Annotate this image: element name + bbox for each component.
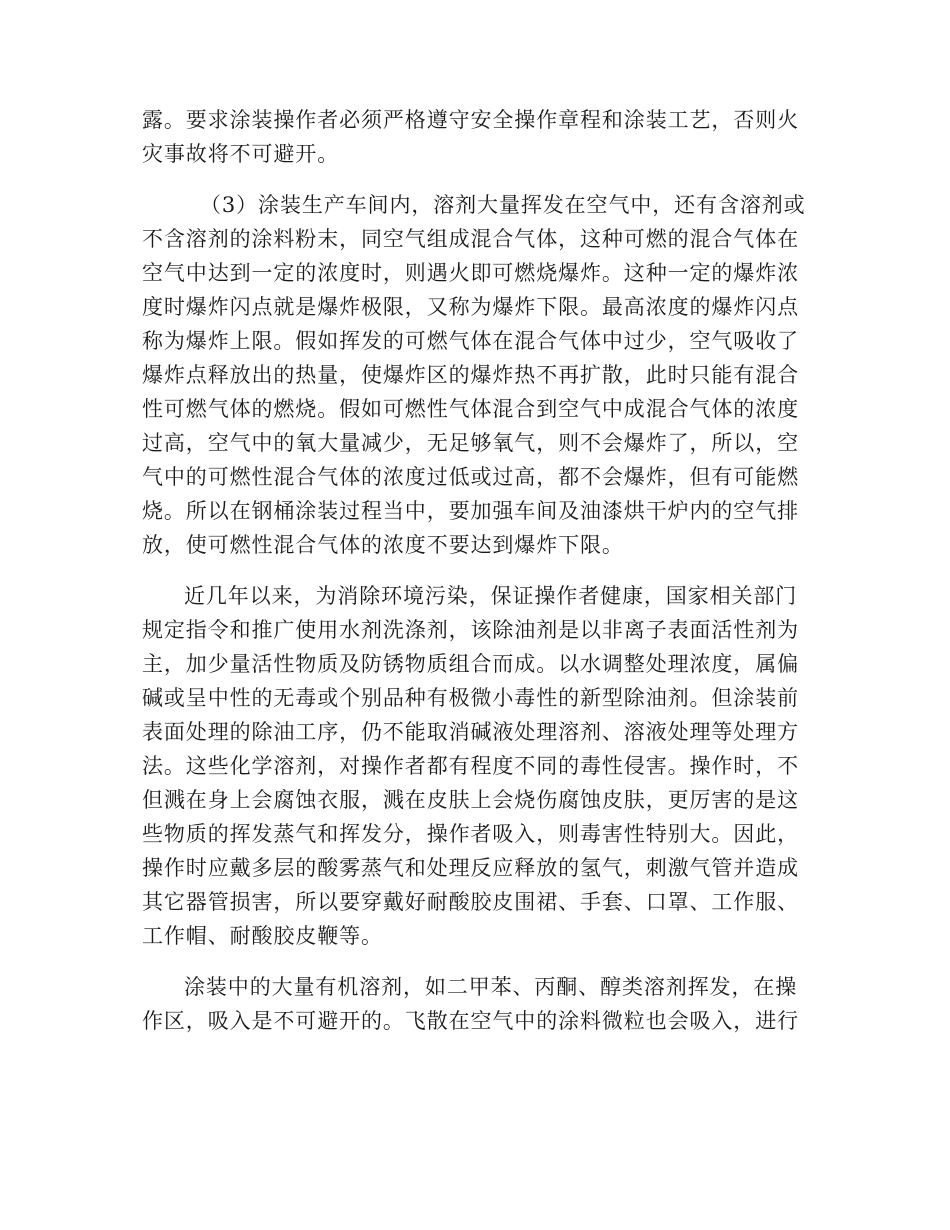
text-line: 工作帽、耐酸胶皮鞭等。 [142,924,383,948]
text-line: 些物质的挥发蒸气和挥发分，操作者吸入，则毒害性特别大。因此， [142,822,799,846]
text-line: 碱或呈中性的无毒或个别品种有极微小毒性的新型除油剂。但涂装前 [142,686,799,710]
text-line: 近几年以来，为消除环境污染，保证操作者健康，国家相关部门 [184,584,798,608]
text-line: 灾事故将不可避开。 [142,142,340,166]
text-line: 性可燃气体的燃烧。假如可燃性气体混合到空气中成混合气体的浓度 [142,397,799,421]
text-line: （3）涂装生产车间内，溶剂大量挥发在空气中，还有含溶剂或 [200,193,806,217]
text-line: 爆炸点释放出的热量，使爆炸区的爆炸热不再扩散，此时只能有混合 [142,363,799,387]
paragraph-degreaser [142,579,799,953]
text-line: 露。要求涂装操作者必须严格遵守安全操作章程和涂装工艺，否则火 [142,108,799,132]
text-line: 作区，吸入是不可避开的。飞散在空气中的涂料微粒也会吸入，进行 [142,1009,799,1033]
text-line: 但溅在身上会腐蚀衣服，溅在皮肤上会烧伤腐蚀皮肤，更厉害的是这 [142,788,799,812]
text-line: 表面处理的除油工序，仍不能取消碱液处理溶剂、溶液处理等处理方 [142,720,799,744]
paragraph-explosion-limits [142,188,806,562]
document-page [142,103,806,1055]
text-line: 不含溶剂的涂料粉末，同空气组成混合气体，这种可燃的混合气体在 [142,227,799,251]
text-line: 过高，空气中的氧大量减少，无足够氧气，则不会爆炸了，所以，空 [142,431,799,455]
text-line: 烧。所以在钢桶涂装过程当中，要加强车间及油漆烘干炉内的空气排 [142,499,799,523]
paragraph-fire-safety [142,103,799,171]
text-line: 涂装中的大量有机溶剂，如二甲苯、丙酮、醇类溶剂挥发，在操 [184,975,798,999]
text-line: 空气中达到一定的浓度时，则遇火即可燃烧爆炸。这种一定的爆炸浓 [142,261,799,285]
text-line: 称为爆炸上限。假如挥发的可燃气体在混合气体中过少，空气吸收了 [142,329,799,353]
paragraph-organic-solvents [142,970,799,1038]
text-line: 操作时应戴多层的酸雾蒸气和处理反应释放的氢气，刺激气管并造成 [142,856,799,880]
text-line: 法。这些化学溶剂，对操作者都有程度不同的毒性侵害。操作时，不 [142,754,799,778]
text-line: 气中的可燃性混合气体的浓度过低或过高，都不会爆炸，但有可能燃 [142,465,799,489]
text-line: 度时爆炸闪点就是爆炸极限，又称为爆炸下限。最高浓度的爆炸闪点 [142,295,799,319]
text-line: 规定指令和推广使用水剂洗涤剂，该除油剂是以非离子表面活性剂为 [142,618,799,642]
text-line: 其它器管损害，所以要穿戴好耐酸胶皮围裙、手套、口罩、工作服、 [142,890,799,914]
text-line: 主，加少量活性物质及防锈物质组合而成。以水调整处理浓度，属偏 [142,652,799,676]
text-line: 放，使可燃性混合气体的浓度不要达到爆炸下限。 [142,533,624,557]
